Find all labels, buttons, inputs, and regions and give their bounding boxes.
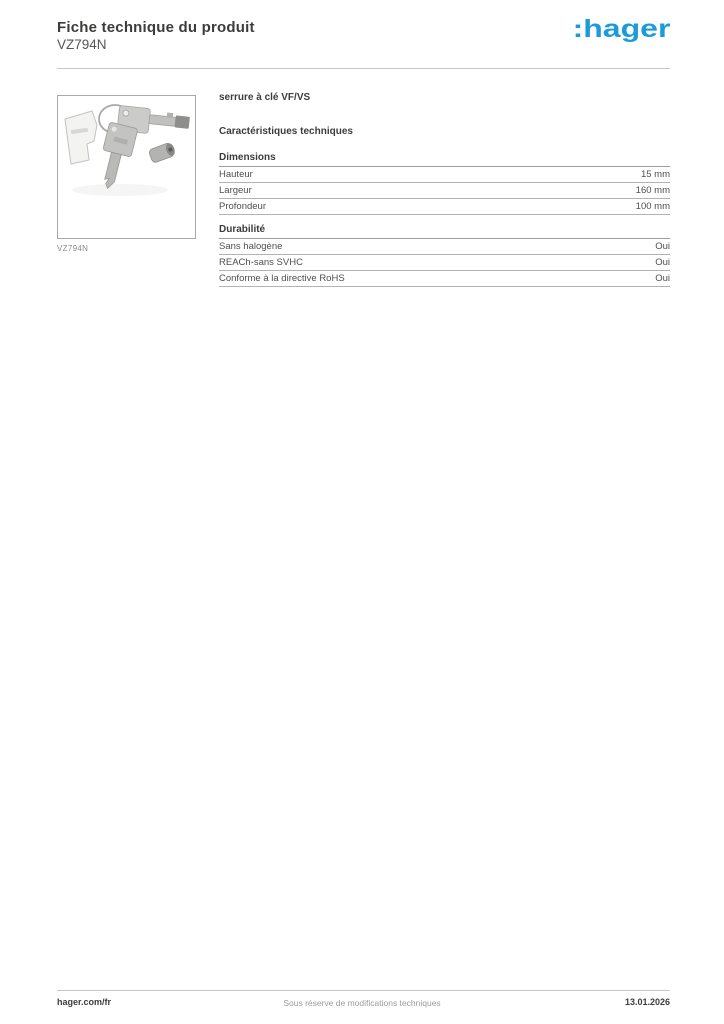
table-row	[219, 239, 670, 255]
row-label: Profondeur	[219, 201, 267, 212]
row-value: 160 mm	[635, 185, 670, 196]
keys-and-lock-photo-icon	[58, 98, 195, 202]
row-value: 15 mm	[640, 169, 670, 180]
footer-date: 13.01.2026	[624, 997, 670, 1007]
row-label: Sans halogène	[219, 241, 283, 252]
image-caption: VZ794N	[57, 244, 89, 253]
section-durability	[219, 224, 670, 287]
footer-divider	[57, 990, 670, 991]
row-label: REACh-sans SVHC	[219, 257, 303, 268]
hager-logo: :hager	[572, 15, 670, 43]
key-vertical-shape	[94, 122, 138, 192]
section-title: Durabilité	[219, 224, 670, 239]
row-value: Oui	[655, 241, 670, 252]
product-image	[57, 95, 196, 239]
lock-cylinder-shape	[148, 142, 176, 164]
row-value: Oui	[655, 273, 670, 284]
row-label: Conforme à la directive RoHS	[219, 273, 345, 284]
section-dimensions	[219, 152, 670, 215]
table-row	[219, 183, 670, 199]
header-divider	[57, 68, 670, 69]
table-row	[219, 271, 670, 287]
footer-disclaimer: Sous réserve de modifications techniques	[283, 998, 441, 1008]
row-label: Hauteur	[219, 169, 253, 180]
table-row	[219, 255, 670, 271]
product-name: serrure à clé VF/VS	[219, 92, 311, 103]
characteristics-heading: Caractéristiques techniques	[219, 126, 353, 137]
product-reference: VZ794N	[57, 37, 107, 52]
table-row	[219, 199, 670, 215]
row-value: Oui	[655, 257, 670, 268]
page-title: Fiche technique du produit	[57, 19, 255, 36]
table-row	[219, 167, 670, 183]
row-label: Largeur	[219, 185, 252, 196]
plastic-clip-shape	[65, 111, 97, 164]
footer-site-link[interactable]: hager.com/fr	[57, 997, 112, 1007]
section-title: Dimensions	[219, 152, 670, 167]
row-value: 100 mm	[635, 201, 670, 212]
